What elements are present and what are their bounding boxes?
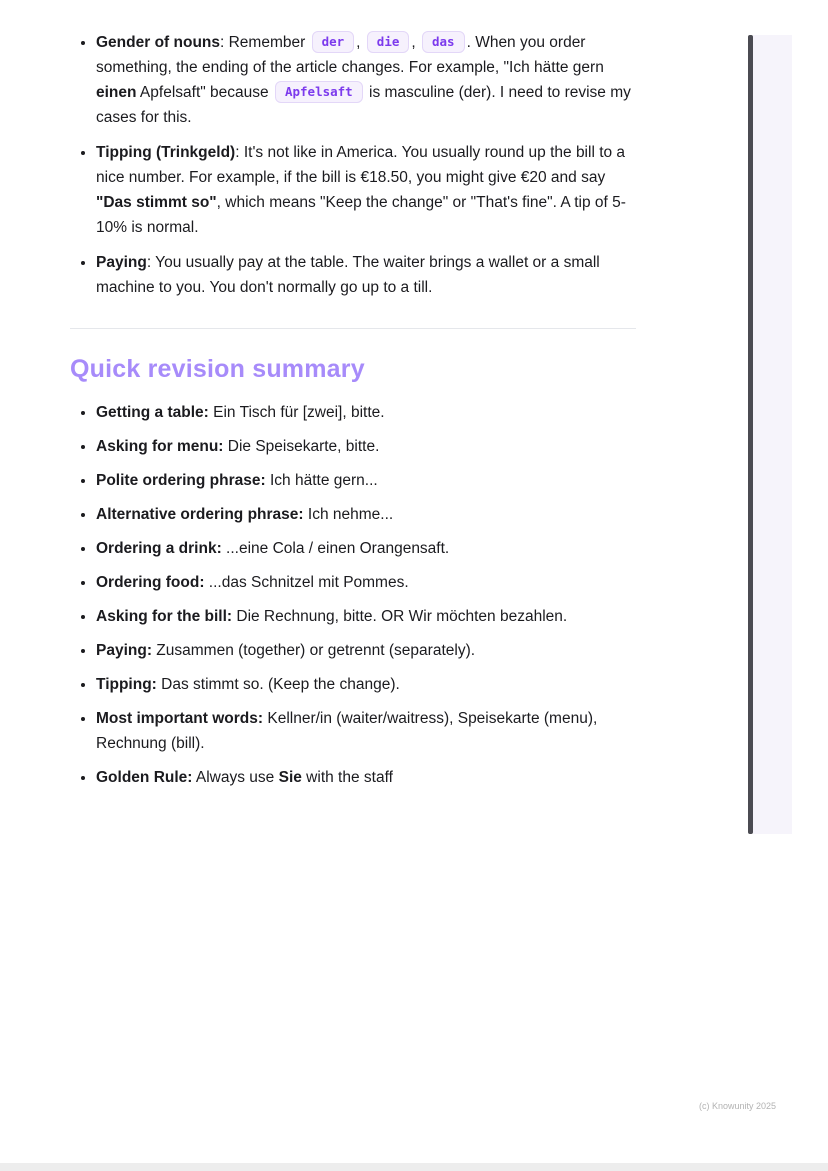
text-segment: Always use [192,769,279,786]
bold-text: Most important words: [96,710,264,727]
section-heading: Quick revision summary [70,355,365,383]
list-item [96,434,636,459]
list-item [96,536,636,561]
list-item [96,400,636,425]
page-bottom-edge [0,1163,828,1171]
inline-code-chip: der [312,31,355,53]
list-item [96,502,636,527]
bold-text: Ordering a drink: [96,540,222,557]
bold-text: Getting a table: [96,404,209,421]
bold-text: Paying: [96,642,152,659]
bold-text: Ordering food: [96,574,205,591]
side-panel [753,35,792,834]
list-item [96,250,636,300]
text-segment: , [356,34,365,51]
text-segment: Ich nehme... [303,506,394,523]
bold-text: Tipping (Trinkgeld) [96,144,236,161]
text-segment: . When you order something, the ending of the article changes. For example, "Ich hätte gern [96,34,604,76]
text-segment: Die Speisekarte, bitte. [223,438,380,455]
inline-code-chip: das [422,31,465,53]
bold-text: Alternative ordering phrase: [96,506,304,523]
text-segment: ...das Schnitzel mit Pommes. [204,574,409,591]
list-item [96,672,636,697]
bold-text: Polite ordering phrase: [96,472,266,489]
list-item [96,570,636,595]
text-segment: : You usually pay at the table. The waiter brings a wallet or a small machine to you. You don't normally go up to a till. [96,254,600,296]
text-segment: Die Rechnung, bitte. OR Wir möchten bezahlen. [232,608,568,625]
text-segment: ...eine Cola / einen Orangensaft. [221,540,450,557]
bold-text: "Das stimmt so" [96,194,217,211]
text-segment: , [411,34,420,51]
text-segment: Kellner/in (waiter/waitress), Speisekarte (menu), Rechnung (bill). [96,710,598,752]
text-segment: , which means "Keep the change" or "That's fine". A tip of 5-10% is normal. [96,194,626,236]
bold-text: Asking for the bill: [96,608,233,625]
bold-text: Paying [96,254,147,271]
bold-text: Tipping: [96,676,157,693]
text-segment: : Remember [220,34,310,51]
text-segment: Ein Tisch für [zwei], bitte. [208,404,385,421]
bold-text: einen [96,84,137,101]
bold-text: Asking for menu: [96,438,224,455]
list-item [96,468,636,493]
text-segment: is masculine (der). I need to revise my cases for this. [96,84,631,126]
list-item [96,638,636,663]
summary-list [70,400,636,790]
text-segment: : It's not like in America. You usually round up the bill to a nice number. For example, if the bill is €18.50, you might give €20 and say [96,144,626,186]
inline-code-chip: Apfelsaft [275,81,363,103]
text-segment: Ich hätte gern... [265,472,378,489]
section-divider [70,328,636,329]
list-item [96,765,636,790]
footer-credit: (c) Knowunity 2025 [698,1101,776,1111]
inline-code-chip: die [367,31,410,53]
text-segment: Apfelsaft" because [136,84,273,101]
list-item [96,30,636,130]
list-item [96,140,636,240]
list-item [96,706,636,756]
bold-text: Gender of nouns [96,34,220,51]
bold-text: Sie [278,769,302,786]
text-segment: with the staff [301,769,393,786]
bold-text: Golden Rule: [96,769,193,786]
list-item [96,604,636,629]
document-content [70,30,636,799]
text-segment: Das stimmt so. (Keep the change). [156,676,400,693]
notes-list [70,30,636,300]
text-segment: Zusammen (together) or getrennt (separately). [151,642,476,659]
